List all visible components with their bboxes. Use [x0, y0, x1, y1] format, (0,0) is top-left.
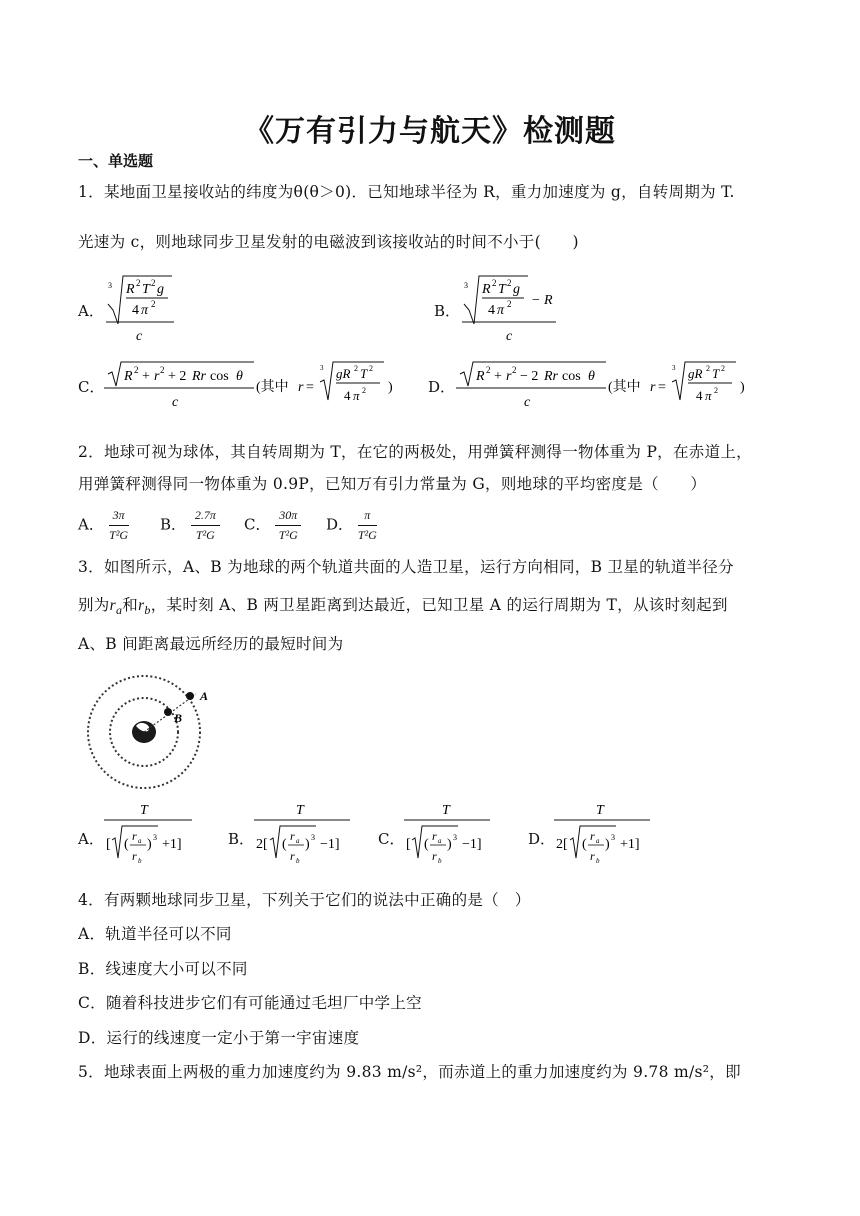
svg-text:3: 3 — [311, 833, 315, 842]
svg-text:r: r — [506, 369, 512, 384]
q3-rb — [138, 597, 151, 618]
svg-text:π: π — [353, 388, 360, 403]
svg-text:c: c — [506, 329, 513, 344]
svg-text:2: 2 — [362, 386, 366, 395]
svg-text:a: a — [596, 837, 600, 845]
q1-option-c-label: C． — [78, 378, 105, 396]
q3-option-c-formula — [402, 800, 502, 870]
svg-text:+1]: +1] — [162, 837, 182, 852]
q2-option-a — [78, 508, 129, 543]
svg-text:4: 4 — [696, 388, 703, 403]
q3-option-c-label: C． — [378, 830, 405, 848]
svg-text:): ) — [605, 837, 610, 852]
q3-ra-symbol: r — [109, 597, 116, 614]
page-title: 《万有引力与航天》检测题 — [244, 114, 616, 149]
svg-text:+1]: +1] — [620, 837, 640, 852]
svg-text:b: b — [596, 857, 600, 865]
svg-text:(: ( — [424, 837, 429, 852]
svg-text:c: c — [524, 395, 531, 410]
svg-text:a: a — [438, 837, 442, 845]
q2-option-d-label: D． — [326, 515, 354, 534]
svg-text:3: 3 — [108, 281, 112, 290]
q1-stem-line1: 1．某地面卫星接收站的纬度为θ(θ＞0)．已知地球半径为 R，重力加速度为 g，自转周期为 T. — [78, 183, 735, 201]
diagram-label-a: A — [200, 689, 209, 703]
svg-text:2: 2 — [507, 299, 512, 309]
q3-option-b-label: B． — [228, 830, 255, 848]
q3-stem-line2-pre: 别为 — [78, 596, 110, 614]
svg-text:+: + — [142, 369, 150, 384]
svg-text:g: g — [513, 282, 520, 297]
q3-stem-line2-post: ，某时刻 A、B 两卫星距离到达最近，已知卫星 A 的运行周期为 T，从该时刻起到 — [150, 596, 728, 614]
svg-text:+: + — [494, 369, 502, 384]
q3-ra — [109, 597, 123, 618]
svg-text:T: T — [498, 282, 506, 297]
svg-text:2: 2 — [706, 364, 710, 373]
svg-text:): ) — [447, 837, 452, 852]
q3-option-b-num: T — [296, 803, 304, 818]
q1-option-d-formula — [454, 358, 754, 416]
q3-stem-line2 — [78, 593, 728, 618]
svg-text:π: π — [705, 388, 712, 403]
q3-option-c-num: T — [442, 803, 450, 818]
q3-option-d-label: D． — [528, 830, 556, 848]
q2-option-d-formula — [358, 508, 377, 543]
svg-text:): ) — [740, 380, 745, 395]
svg-text:R: R — [482, 282, 491, 297]
q3-option-d-num: T — [596, 803, 604, 818]
svg-text:r: r — [290, 849, 295, 863]
svg-text:): ) — [388, 380, 393, 395]
svg-text:T: T — [360, 366, 368, 381]
q2-option-b-den: T²G — [195, 528, 215, 542]
svg-text:a: a — [296, 837, 300, 845]
svg-text:4: 4 — [488, 303, 495, 318]
svg-text:2: 2 — [512, 365, 517, 375]
svg-text:2: 2 — [492, 278, 497, 288]
q2-option-d-den: T²G — [357, 528, 377, 542]
q2-option-c-den: T²G — [278, 528, 298, 542]
q2-option-b-num: 2.7π — [191, 508, 220, 526]
svg-text:R: R — [124, 369, 133, 384]
svg-text:): ) — [305, 837, 310, 852]
svg-text:2: 2 — [721, 364, 725, 373]
svg-text:3: 3 — [153, 833, 157, 842]
svg-text:π: π — [497, 303, 505, 318]
svg-text:−1]: −1] — [462, 837, 482, 852]
svg-text:cos: cos — [562, 369, 581, 384]
svg-text:Rr: Rr — [544, 369, 558, 384]
svg-text:T: T — [712, 366, 720, 381]
q3-stem-line1: 3．如图所示，A、B 为地球的两个轨道共面的人造卫星，运行方向相同，B 卫星的轨道半径分 — [78, 558, 734, 576]
svg-text:π: π — [141, 303, 149, 318]
svg-text:2[: 2[ — [256, 837, 268, 852]
svg-text:c: c — [136, 329, 143, 344]
q4-option-b: B．线速度大小可以不同 — [78, 960, 248, 978]
diagram-label-b: B — [174, 711, 183, 725]
svg-text:2[: 2[ — [556, 837, 568, 852]
svg-text:R: R — [126, 282, 135, 297]
svg-text:r: r — [432, 849, 437, 863]
q2-option-a-formula — [109, 508, 129, 543]
svg-text:R: R — [544, 293, 553, 308]
svg-text:2: 2 — [369, 364, 373, 373]
svg-text:2: 2 — [486, 365, 491, 375]
svg-text:[: [ — [106, 837, 111, 852]
svg-text:(: ( — [582, 837, 587, 852]
svg-text:−: − — [532, 293, 540, 308]
svg-text:Rr: Rr — [192, 369, 206, 384]
svg-text:r: r — [132, 849, 137, 863]
svg-text:=: = — [658, 380, 666, 395]
svg-text:b: b — [438, 857, 442, 865]
svg-text:r: r — [590, 829, 595, 843]
svg-text:r: r — [290, 829, 295, 843]
svg-text:4: 4 — [132, 303, 139, 318]
q4-option-d: D．运行的线速度一定小于第一宇宙速度 — [78, 1029, 360, 1047]
svg-text:cos: cos — [210, 369, 229, 384]
svg-text:(: ( — [124, 837, 129, 852]
q2-option-c — [244, 508, 301, 543]
svg-text:(其中: (其中 — [256, 380, 289, 395]
q3-rb-sub: b — [144, 603, 151, 618]
svg-text:3: 3 — [611, 833, 615, 842]
svg-text:θ: θ — [588, 369, 595, 384]
q1-stem-line2: 光速为 c，则地球同步卫星发射的电磁波到该接收站的时间不小于( ) — [78, 233, 579, 251]
svg-text:−1]: −1] — [320, 837, 340, 852]
q3-and: 和 — [122, 596, 139, 614]
q3-option-a-num: T — [140, 803, 148, 818]
q3-option-a-formula — [102, 800, 202, 870]
svg-text:c: c — [172, 395, 179, 410]
svg-text:2: 2 — [354, 364, 358, 373]
svg-text:2: 2 — [151, 278, 156, 288]
q3-option-a-label: A． — [78, 830, 104, 848]
svg-text:3: 3 — [453, 833, 457, 842]
svg-text:T: T — [142, 282, 150, 297]
svg-text:2: 2 — [714, 386, 718, 395]
svg-text:3: 3 — [672, 364, 676, 372]
svg-text:R: R — [476, 369, 485, 384]
q2-option-b-label: B． — [160, 515, 187, 534]
q1-option-c-formula — [102, 358, 402, 416]
q4-option-a: A．轨道半径可以不同 — [78, 925, 232, 943]
svg-text:+ 2: + 2 — [168, 369, 187, 384]
svg-text:2: 2 — [160, 365, 165, 375]
q1-option-d-label: D． — [428, 378, 456, 396]
q2-option-a-den: T²G — [109, 528, 129, 542]
svg-text:− 2: − 2 — [520, 369, 539, 384]
q2-option-d — [326, 508, 377, 543]
section-heading: 一、单选题 — [78, 152, 154, 170]
svg-text:2: 2 — [151, 299, 156, 309]
q5-stem-line1: 5．地球表面上两极的重力加速度约为 9.83 m/s²，而赤道上的重力加速度约为 9.78 m/s²，即 — [78, 1063, 741, 1081]
svg-text:r: r — [432, 829, 437, 843]
q4-stem: 4．有两颗地球同步卫星，下列关于它们的说法中正确的是（ ） — [78, 891, 531, 909]
q2-option-d-num: π — [358, 508, 377, 526]
svg-text:2: 2 — [134, 365, 139, 375]
q2-option-c-num: 30π — [275, 508, 301, 526]
svg-text:3: 3 — [320, 364, 324, 372]
svg-text:r: r — [132, 829, 137, 843]
svg-text:r: r — [298, 380, 304, 395]
svg-text:a: a — [138, 837, 142, 845]
svg-text:(: ( — [282, 837, 287, 852]
svg-text:r: r — [650, 380, 656, 395]
svg-text:b: b — [138, 857, 142, 865]
q2-option-a-label: A． — [78, 515, 104, 534]
q4-option-c: C．随着科技进步它们有可能通过毛坦厂中学上空 — [78, 994, 422, 1012]
q1-option-b-label: B． — [434, 302, 461, 320]
svg-text:gR: gR — [688, 366, 703, 381]
q3-option-d-formula — [552, 800, 662, 870]
svg-text:g: g — [157, 282, 164, 297]
svg-text:): ) — [147, 837, 152, 852]
q2-stem-line1: 2．地球可视为球体，其自转周期为 T，在它的两极处，用弹簧秤测得一物体重为 P，在赤道上， — [78, 443, 752, 461]
svg-text:2: 2 — [136, 278, 141, 288]
svg-text:[: [ — [406, 837, 411, 852]
q3-stem-line3: A、B 间距离最远所经历的最短时间为 — [78, 635, 344, 653]
svg-text:2: 2 — [507, 278, 512, 288]
svg-text:b: b — [296, 857, 300, 865]
q1-option-b-formula — [460, 268, 590, 348]
q1-option-a-label: A． — [78, 302, 104, 320]
q2-option-b — [160, 508, 220, 543]
svg-text:r: r — [590, 849, 595, 863]
q2-option-c-label: C． — [244, 515, 271, 534]
svg-text:r: r — [154, 369, 160, 384]
svg-text:3: 3 — [464, 281, 468, 290]
svg-text:θ: θ — [236, 369, 243, 384]
q1-option-a-formula — [104, 268, 254, 348]
q2-stem-line2: 用弹簧秤测得同一物体重为 0.9P，已知万有引力常量为 G，则地球的平均密度是（ ） — [78, 475, 707, 493]
svg-text:4: 4 — [344, 388, 351, 403]
q3-rb-symbol: r — [138, 597, 145, 614]
q2-option-c-formula — [275, 508, 301, 543]
q2-option-b-formula — [191, 508, 220, 543]
svg-text:(其中: (其中 — [608, 380, 641, 395]
svg-text:gR: gR — [336, 366, 351, 381]
orbit-diagram — [82, 672, 222, 792]
q2-option-a-num: 3π — [109, 508, 129, 526]
svg-text:=: = — [306, 380, 314, 395]
q3-ra-sub: a — [115, 603, 123, 618]
q3-option-b-formula — [252, 800, 362, 870]
